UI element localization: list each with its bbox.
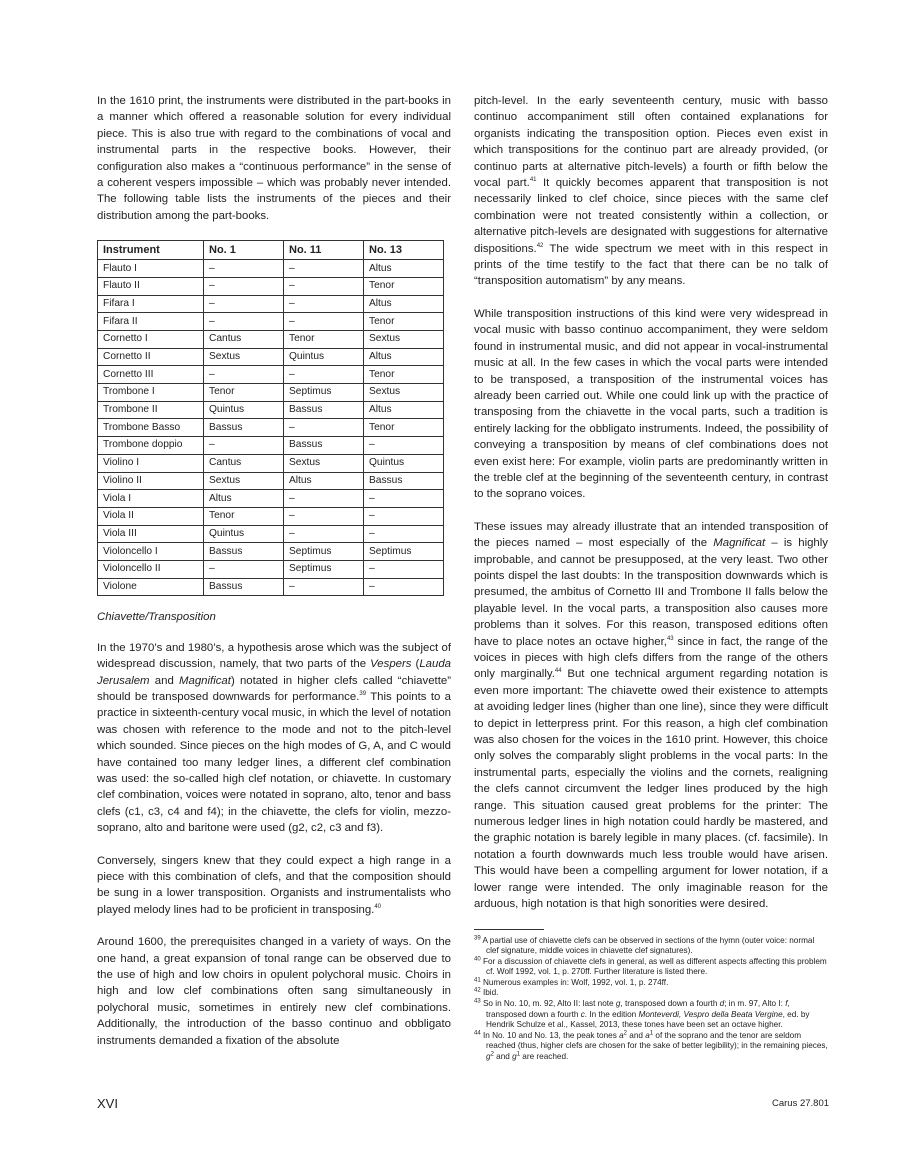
part-book-cell: – <box>204 560 284 578</box>
part-book-cell: Bassus <box>204 419 284 437</box>
table-row <box>98 560 444 578</box>
part-book-cell: Tenor <box>364 366 444 384</box>
part-book-cell: – <box>364 525 444 543</box>
instrument-name-cell: Violoncello I <box>98 543 204 561</box>
paragraph-issues: These issues may already illustrate that an intended transposition of the pieces named – most especially of the Magnificat – is highly improbable, and cannot be presupposed, at the very least. Two other points dispel the last doubts: In the transposition downwards which is presumed, the ambitus of Cornetto III and Trombone II falls below the playable level. In the vocal parts, a transposition also causes more problems than it solves. For this reason, transposed editions often have to place notes an octave higher,$^{43}$ since in fact, the range of the voices in pieces with high clefs differs from the range of the others only marginally.$^{44}$ But one technical argument regarding notation is even more important: The chiavette owed their existence to attempts at avoiding ledger lines (higher than one line), since they were difficult to depict in letterpress print. For this reason, a high clef combination was also chosen for the voices in the 1610 print. However, this choice only solves the comparably slight problems in the vocal parts: In the instrumental parts, especially the violins and the cornets, realigning the clefs cannot circumvent the ledger lines produced by the high range. This situation caused great problems for the printer: The numerous ledger lines in high notation could hardly be mastered, and the graphic notation is barely legible in many places. (cf. facsimile). In notation a fourth downwards much less trouble would have arisen. This would have been a compelling argument for lower notation, if a lower range were intended. The only imaginable reason for the arduous, high notation is that high sonorities were desired. <box>474 520 829 911</box>
part-book-cell: Bassus <box>204 578 284 596</box>
part-book-cell: – <box>204 437 284 455</box>
paragraph-singers: Conversely, singers knew that they could expect a high range in a piece with this combination of clefs, and that the composition should be sung in a lower transposition. Organists and instrumentalists who played melody lines had to be proficient in transposing.$^{40}$ <box>97 854 451 916</box>
table-row <box>98 472 444 490</box>
instrument-name-cell: Viola III <box>98 525 204 543</box>
left-column <box>97 93 451 1065</box>
intro-paragraph: In the 1610 print, the instruments were distributed in the part-books in a manner which offered a reasonable solution for every individual piece. This is also true with regard to the combinations of vocal and instrumental parts in the respective books. However, their configuration also makes a “continuous performance” in the sense of a coherent vespers impossible – which was probably never intended. The following table lists the instruments of the pieces and their distribution among the part-books. <box>97 95 451 222</box>
part-book-cell: Tenor <box>364 277 444 295</box>
table-header-row <box>98 241 444 260</box>
instrument-name-cell: Trombone Basso <box>98 419 204 437</box>
instrument-name-cell: Viola II <box>98 507 204 525</box>
part-book-cell: Quintus <box>284 348 364 366</box>
part-book-cell: – <box>364 507 444 525</box>
part-book-cell: Tenor <box>364 419 444 437</box>
part-book-cell: Bassus <box>284 437 364 455</box>
table-row <box>98 384 444 402</box>
footnote-42: $^{42}$ Ibid. <box>474 987 499 998</box>
part-book-cell: Sextus <box>284 454 364 472</box>
instrument-name-cell: Violoncello II <box>98 560 204 578</box>
right-column <box>474 93 828 1063</box>
part-book-cell: Septimus <box>284 543 364 561</box>
part-book-cell: – <box>204 366 284 384</box>
table-body <box>98 260 444 596</box>
part-book-cell: – <box>284 295 364 313</box>
table-row <box>98 525 444 543</box>
instrument-name-cell: Cornetto II <box>98 348 204 366</box>
instrument-table <box>97 240 444 596</box>
part-book-cell: Tenor <box>204 384 284 402</box>
table-header-cell: No. 13 <box>364 241 444 260</box>
part-book-cell: Tenor <box>284 331 364 349</box>
instrument-name-cell: Violino I <box>98 454 204 472</box>
table-row <box>98 437 444 455</box>
table-row <box>98 578 444 596</box>
part-book-cell: – <box>204 277 284 295</box>
part-book-cell: – <box>204 295 284 313</box>
part-book-cell: Altus <box>204 490 284 508</box>
part-book-cell: – <box>284 260 364 278</box>
table-row <box>98 348 444 366</box>
part-book-cell: Quintus <box>364 454 444 472</box>
instrument-name-cell: Violone <box>98 578 204 596</box>
table-header-cell: Instrument <box>98 241 204 260</box>
part-book-cell: Bassus <box>204 543 284 561</box>
table-row <box>98 543 444 561</box>
part-book-cell: Cantus <box>204 454 284 472</box>
table-row <box>98 507 444 525</box>
footnote-divider <box>474 929 544 930</box>
part-book-cell: – <box>204 260 284 278</box>
table-header-cell: No. 1 <box>204 241 284 260</box>
part-book-cell: – <box>284 578 364 596</box>
part-book-cell: – <box>364 560 444 578</box>
paragraph-chiavette-hypothesis: In the 1970’s and 1980’s, a hypothesis arose which was the subject of widespread discussion, namely, that two parts of the Vespers (Lauda Jerusalem and Magnificat) notated in higher clefs called “chiavette” should be transposed downwards for performance.$^{39}$ This points to a practice in sixteenth-century vocal music, in which the level of notation was chosen with reference to the mode and not to the pitch-level which sounded. Since pieces on the high modes of G, A, and C would have contained too many ledger lines, a different clef combination was used: the so-called high clef notation, or chiavette. In customary clef combination, voices were notated in soprano, alto, tenor and bass clefs (c1, c3, c4 and f4); in the chiavette, the clefs for violin, mezzo-soprano, alto and baritone were used (g2, c2, c3 and f3). <box>97 641 452 835</box>
footnote-39: $^{39}$ A partial use of chiavette clefs can be observed in sections of the hymn (outer voice: normal clef signature, middle voices in chiavette clef signatures). <box>474 934 815 956</box>
part-book-cell: Altus <box>364 348 444 366</box>
paragraph-pitch-level: pitch-level. In the early seventeenth century, music with basso continuo accompaniment still often contained explanations for organists indicating the transposition option. Pieces even exist in which transpositions for the continuo part are already provided, (or continuo parts at alternative pitch-levels) a fourth or fifth below the vocal part.$^{41}$ It quickly becomes apparent that transposition is not necessarily linked to clef choice, since pieces with the same clef combination were not treated consistently within a collection, or alternative pitch-levels are designated with suggestions for alternative dispositions.$^{42}$ The wide spectrum we meet with in this respect in prints of the time testify to the fact that there can be no talk of “transposition automatism” by any means. <box>474 95 828 288</box>
part-book-cell: Altus <box>364 260 444 278</box>
table-row <box>98 277 444 295</box>
part-book-cell: Bassus <box>364 472 444 490</box>
instrument-name-cell: Viola I <box>98 490 204 508</box>
part-book-cell: Sextus <box>364 384 444 402</box>
part-book-cell: Sextus <box>204 348 284 366</box>
part-book-cell: Quintus <box>204 525 284 543</box>
table-row <box>98 490 444 508</box>
part-book-cell: – <box>364 490 444 508</box>
table-row <box>98 295 444 313</box>
section-heading: Chiavette/Transposition <box>97 611 216 624</box>
paragraph-around-1600: Around 1600, the prerequisites changed in a variety of ways. On the one hand, a great expansion of tonal range can be observed due to the use of high and low choirs in opulent polychoral music. Choirs in high and low clef combinations often sang simultaneously in polychoral music, sometimes in entirely new clef combinations. Additionally, the introduction of the basso continuo and obbligato instruments demanded a fixation of the absolute <box>97 936 451 1047</box>
instrument-name-cell: Fifara II <box>98 313 204 331</box>
footnote-41: $^{41}$ Numerous examples in: Wolf, 1992, vol. 1, p. 274ff. <box>474 977 669 987</box>
instrument-name-cell: Trombone I <box>98 384 204 402</box>
table-row <box>98 366 444 384</box>
paragraph-transposition-instructions: While transposition instructions of this kind were very widespread in vocal music with basso continuo accompaniment, they were seldom found in instrumental music, and did not appear in vocal-instrumental music at all. In the few cases in which the vocal parts were intended to be transposed, a transposition of the instrumental voices has already been carried out. While one could link up with the practice of transposing from the chiavette in the vocal parts, such a tradition is entirely lacking for the obbligato instruments. Indeed, the possibility of conveying a transposition by means of clef combinations does not even exist here: For example, violin parts are predominantly written in the treble clef at the beginning of the seventeenth century, in contrast to the soprano voices. <box>474 307 828 501</box>
instrument-name-cell: Flauto II <box>98 277 204 295</box>
part-book-cell: – <box>284 366 364 384</box>
part-book-cell: – <box>284 525 364 543</box>
table-row <box>98 454 444 472</box>
part-book-cell: Sextus <box>364 331 444 349</box>
part-book-cell: Cantus <box>204 331 284 349</box>
part-book-cell: Sextus <box>204 472 284 490</box>
part-book-cell: Bassus <box>284 401 364 419</box>
part-book-cell: – <box>284 507 364 525</box>
instrument-name-cell: Violino II <box>98 472 204 490</box>
footnote-ref[interactable]: 44 <box>554 668 562 675</box>
catalog-number: Carus 27.801 <box>772 1098 830 1109</box>
part-book-cell: Altus <box>364 401 444 419</box>
footnote-ref[interactable]: 43 <box>666 635 674 642</box>
part-book-cell: – <box>364 578 444 596</box>
table-row <box>98 260 444 278</box>
table-header-cell: No. 11 <box>284 241 364 260</box>
page-number: XVI <box>97 1096 118 1111</box>
part-book-cell: – <box>284 313 364 331</box>
instrument-name-cell: Fifara I <box>98 295 204 313</box>
footnote-40: $^{40}$ For a discussion of chiavette clefs in general, as well as different aspects affecting this problem cf. Wolf 1992, vol. 1, p. 270ff. Further literature is listed there. <box>474 955 827 977</box>
footnote-44: $^{44}$ In No. 10 and No. 13, the peak tones $a^2$ and $a^1$ of the soprano and the tenor are seldom reached (thus, higher clefs are chosen for the sake of better legibility); in the remaining pieces, $g^2$ and $g^1$ are reached. <box>474 1030 828 1062</box>
part-book-cell: Septimus <box>284 384 364 402</box>
table-row <box>98 331 444 349</box>
footnote-ref[interactable]: 40 <box>374 904 382 911</box>
part-book-cell: – <box>284 419 364 437</box>
part-book-cell: – <box>284 277 364 295</box>
part-book-cell: Altus <box>364 295 444 313</box>
part-book-cell: Altus <box>284 472 364 490</box>
footnote-43: $^{43}$ So in No. 10, m. 92, Alto II: last note g, transposed down a fourth d; in m. 97, Alto I: f, transposed down a fourth c. In the edition Monteverdi, Vespro della Beata Vergine, ed. by Hendrik Schulze et al., Kassel, 2013, these tones have been set an octave higher. <box>474 998 810 1030</box>
footnote-ref[interactable]: 41 <box>529 177 537 184</box>
part-book-cell: – <box>284 490 364 508</box>
part-book-cell: Tenor <box>364 313 444 331</box>
part-book-cell: Quintus <box>204 401 284 419</box>
footnote-ref[interactable]: 39 <box>359 691 367 698</box>
instrument-name-cell: Flauto I <box>98 260 204 278</box>
table-row <box>98 419 444 437</box>
table-row <box>98 401 444 419</box>
part-book-cell: Septimus <box>364 543 444 561</box>
part-book-cell: – <box>204 313 284 331</box>
part-book-cell: – <box>364 437 444 455</box>
table-row <box>98 313 444 331</box>
part-book-cell: Tenor <box>204 507 284 525</box>
part-book-cell: Septimus <box>284 560 364 578</box>
instrument-name-cell: Trombone II <box>98 401 204 419</box>
footnotes <box>474 936 828 1063</box>
instrument-name-cell: Cornetto I <box>98 331 204 349</box>
instrument-name-cell: Cornetto III <box>98 366 204 384</box>
instrument-name-cell: Trombone doppio <box>98 437 204 455</box>
footnote-ref[interactable]: 42 <box>536 242 544 249</box>
